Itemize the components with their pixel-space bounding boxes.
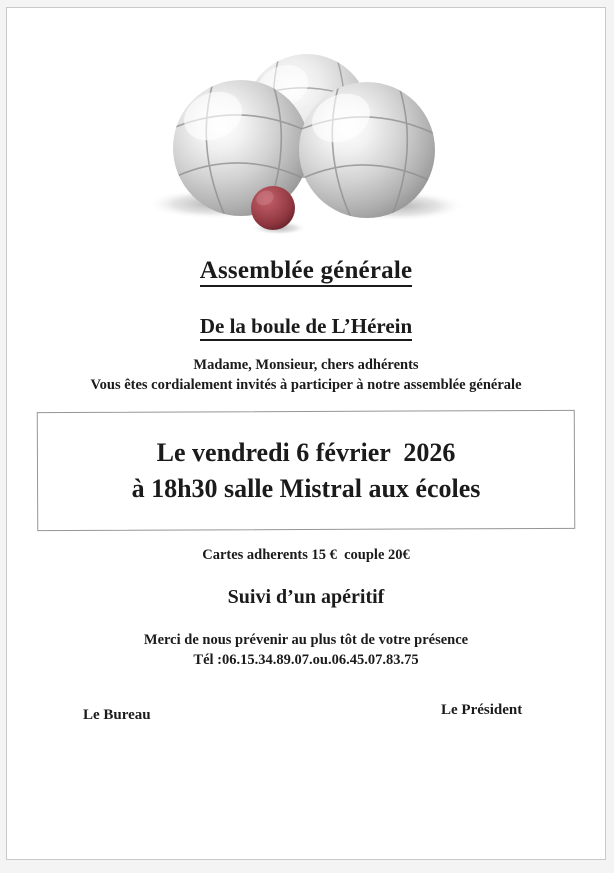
signature-bureau: Le Bureau xyxy=(83,707,151,723)
petanque-boules-illustration xyxy=(7,8,606,240)
document-page xyxy=(6,7,606,860)
boule-right xyxy=(299,82,435,218)
cochonnet-ball xyxy=(251,186,295,230)
event-time-venue: à 18h30 salle Mistral aux écoles xyxy=(131,474,481,503)
greeting-line-1: Madame, Monsieur, chers adhérents xyxy=(193,357,419,373)
rsvp-line: Merci de nous prévenir au plus tôt de votre présence xyxy=(143,632,469,648)
page-title xyxy=(7,257,605,285)
event-date: Le vendredi 6 février 2026 xyxy=(156,438,456,467)
greeting-line-2: Vous êtes cordialement invités à participer à notre assemblée générale xyxy=(90,377,522,393)
signature-president: Le Président xyxy=(441,702,523,718)
date-venue-box xyxy=(37,410,576,531)
club-name-title xyxy=(7,314,605,339)
aperitif-line: Suivi d’un apéritif xyxy=(227,586,385,608)
phone-line: Tél :06.15.34.89.07.ou.06.45.07.83.75 xyxy=(193,652,419,668)
page-title-text: Assemblée générale xyxy=(200,257,413,287)
club-name-text: De la boule de L’Hérein xyxy=(200,314,412,341)
membership-price-line: Cartes adherents 15 € couple 20€ xyxy=(202,547,410,563)
